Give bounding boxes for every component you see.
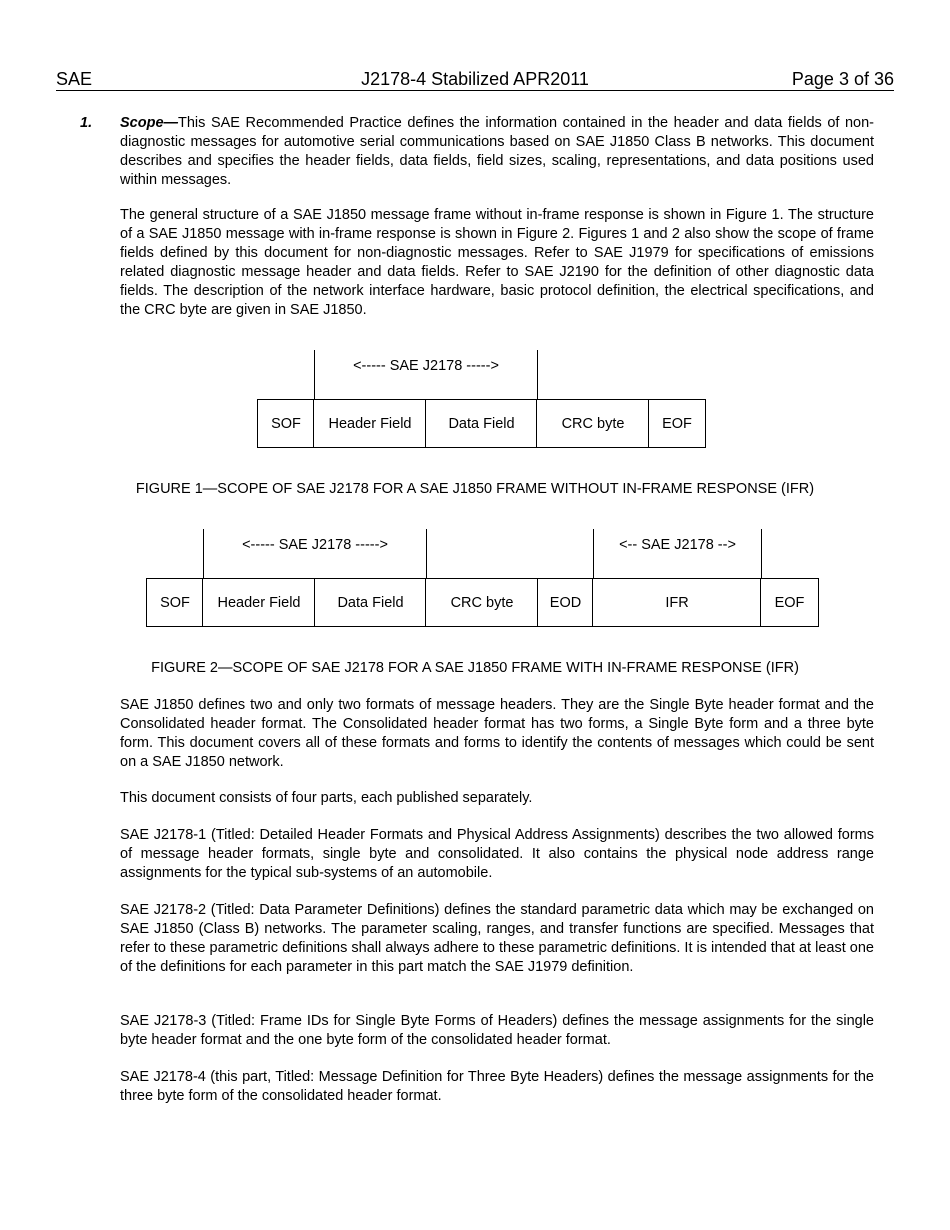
- figure-2-bracket2-label: <-- SAE J2178 -->: [619, 537, 736, 553]
- figure-2-bracket1-label: <----- SAE J2178 ----->: [242, 537, 388, 553]
- figure-1-bracket-label: <----- SAE J2178 ----->: [353, 358, 499, 374]
- header-formats-paragraph: SAE J1850 defines two and only two formats of message headers. They are the Single Byte header format and the Consolidated header format. The Consolidated header format has two forms, a Single Byte form and a three byte form. This document covers all of these formats and forms to identify the contents of messages which could be sent on a SAE J1850 network.: [120, 697, 874, 770]
- figure-1-caption: FIGURE 1—SCOPE OF SAE J2178 FOR A SAE J1850 FRAME WITHOUT IN-FRAME RESPONSE (IFR): [135, 481, 815, 497]
- figure-2-field-sof: SOF: [146, 578, 204, 627]
- j2178-3-paragraph: SAE J2178-3 (Titled: Frame IDs for Single Byte Forms of Headers) defines the message assignments for the single byte header format and the one byte form of the consolidated header format.: [120, 1013, 874, 1048]
- figure-1-field-crc: CRC byte: [536, 399, 650, 448]
- figure-1-field-sof: SOF: [257, 399, 315, 448]
- j2178-4-paragraph: SAE J2178-4 (this part, Titled: Message Definition for Three Byte Headers) defines the message assignments for the three byte form of the consolidated header format.: [120, 1069, 874, 1104]
- figure-2-field-data: Data Field: [314, 578, 427, 627]
- header-doc-title: J2178-4 Stabilized APR2011: [361, 69, 589, 89]
- figure-2-field-crc: CRC byte: [425, 578, 539, 627]
- figure-2-field-eof: EOF: [760, 578, 819, 627]
- figure-2-field-header: Header Field: [202, 578, 316, 627]
- figure-2-field-ifr: IFR: [592, 578, 762, 627]
- j2178-1-paragraph: SAE J2178-1 (Titled: Detailed Header Formats and Physical Address Assignments) describes the two allowed forms of message header formats, single byte and consolidated. It also contains the physical node address range assignments for the typical sub-systems of an automobile.: [120, 827, 874, 881]
- four-parts-paragraph: This document consists of four parts, each published separately.: [120, 790, 533, 806]
- scope-lead: Scope—: [120, 115, 179, 131]
- page-header: [56, 68, 894, 91]
- structure-paragraph: The general structure of a SAE J1850 message frame without in-frame response is shown in Figure 1. The structure of a SAE J1850 message with in-frame response is shown in Figure 2. Figures 1 and 2 also show the scope of frame fields defined by this document for non-diagnostic messages. Refer to SAE J1979 for specifications of emissions related diagnostic message header and data fields. Refer to SAE J2190 for the definition of other diagnostic data fields. The description of the network interface hardware, basic protocol definition, the electrical specifications, and the CRC byte are given in SAE J1850.: [120, 207, 874, 318]
- j2178-2-paragraph: SAE J2178-2 (Titled: Data Parameter Definitions) defines the standard parametric data which may be exchanged on SAE J1850 (Class B) networks. The parameter scaling, ranges, and transfer functions are specified. Messages that refer to these parametric definitions shall always adhere to these parametric definitions. It is intended that at least one of the definitions for each parameter in this part match the SAE J1979 definition.: [120, 902, 874, 975]
- scope-text: This SAE Recommended Practice defines the information contained in the header and data fields of non-diagnostic messages for automotive serial communications based on SAE J1850 Class B networks. This document describes and specifies the header fields, data fields, field sizes, scaling, representations, and data positions used within messages.: [120, 115, 874, 188]
- figure-2-field-eod: EOD: [537, 578, 594, 627]
- figure-2-caption: FIGURE 2—SCOPE OF SAE J2178 FOR A SAE J1850 FRAME WITH IN-FRAME RESPONSE (IFR): [151, 660, 799, 676]
- figure-1-field-data: Data Field: [425, 399, 538, 448]
- figure-1-field-eof: EOF: [648, 399, 706, 448]
- figure-1-field-header: Header Field: [313, 399, 427, 448]
- scope-paragraph: [120, 114, 874, 190]
- header-page-number: Page 3 of 36: [791, 69, 894, 89]
- section-number: 1.: [80, 115, 93, 131]
- header-org: SAE: [56, 69, 93, 89]
